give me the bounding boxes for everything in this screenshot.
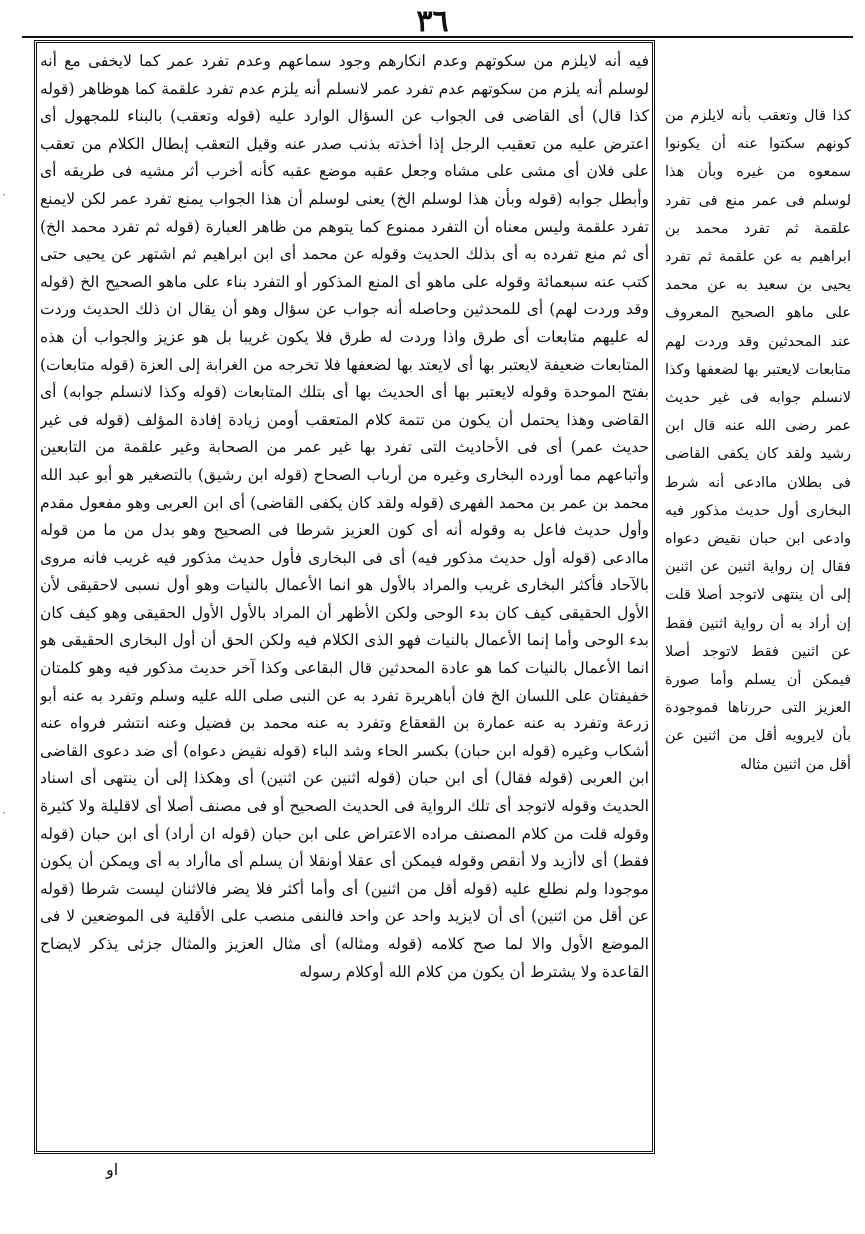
margin-text: كذا قال وتعقب بأنه لايلزم من كونهم سكتوا عنه أن يكونوا سمعوه من غيره وبأن هذا لوسلم فى عمر منع فى تفرد علقمة ثم تفرد محمد بن ابراهيم به عن علقمة ثم تفرد يحيى بن سعيد به عن محمد على ماهو الصحيح المعروف عند المحدثين وقد وردت لهم متابعات لايعتبر بها لضعفها وكذا لانسلم جوابه فى غير حديث عمر رضى الله عنه قال ابن رشيد ولقد كان يكفى القاضى فى بطلان ماادعى أنه شرط البخارى أول حديث مذكور فيه وادعى ابن حبان نقيض دعواه فقال إن رواية اثنين عن اثنين إلى أن ينتهى لاتوجد أصلا قلت إن أراد به أن رواية اثنين فقط عن اثنين فقط لاتوجد أصلا فيمكن أن يسلم وأما صورة العزيز التى حررناها فموجودة بأن لايرويه أقل من اثنين عن أقل من اثنين مثاله: [665, 108, 851, 773]
catchword: او: [106, 1160, 119, 1179]
margin-text-block: [665, 102, 851, 932]
header-rule: [22, 36, 853, 38]
margin-tick-mark: ·: [2, 188, 6, 202]
commentary-text-block: [40, 48, 649, 1148]
commentary-text: فيه أنه لايلزم من سكوتهم وعدم انكارهم وجود سماعهم وعدم تفرد عمر كما لايخفى مع أنه لوسلم أنه يلزم من سكوتهم عدم تفرد عمر لانسلم أنه يلزم عدم تفرد علقمة كما هوظاهر (قوله كذا قال) أى القاضى فى الجواب عن السؤال الوارد عليه (قوله وتعقب) بالبناء للمجهول أى اعترض عليه من تعقيب الرجل إذا أخذته بذنب صدر عنه وقيل التعقب إبطال الكلام من تعقب على فلان أى مشى على مشاه وجعل عقبه موضع عقبه كأنه أخرب أثر مشيه فى طريقه أى وأبطل جوابه (قوله وبأن هذا لوسلم الخ) يعنى لوسلم أن هذا الجواب يمنع تفرد عمر لكن لايمنع تفرد علقمة وليس معناه أن التفرد ممنوع كما يتوهم من ظاهر العبارة (قوله ثم تفرد محمد الخ) أى ثم منع تفرده به أى بذلك الحديث وقوله عن محمد أى ابن ابراهيم ثم اشتهر عن يحيى حتى كتب عنه سبعمائة وقوله على ماهو أى المنع المذكور أو التفرد بناء على ماهو الصحيح الخ (قوله وقد وردت لهم) أى للمحدثين وحاصله أنه جواب عن سؤال وهو أن يقال ان ذلك الحديث وردت له عليهم متابعات أى طرق واذا وردت له طرق فلا يكون غريبا بل هو عزيز والجواب أن هذه المتابعات ضعيفة لايعتبر بها أى لايعتد بها لضعفها فلا تخرجه من الغرابة إلى العزة (قوله متابعات) بفتح الموحدة وقوله لايعتبر بها أى الحديث بها أى بتلك المتابعات (قوله وكذا لانسلم جوابه) أى القاضى وهذا يحتمل أن يكون من تتمة كلام المتعقب أومن زيادة إفادة المؤلف (قوله فى غير حديث عمر) أى فى الأحاديث التى تفرد بها غير عمر من الصحابة وغير علقمة من التابعين وأتباعهم مما أورده البخارى وغيره من أرباب الصحاح (قوله ابن رشيق) بالتصغير هو أبو عبد الله محمد بن عمر بن محمد الفهرى (قوله ولقد كان يكفى القاضى) أى ابن العربى وهو مفعول مقدم وأول حديث فاعل به وقوله أنه أى كون العزيز شرطا فى الصحيح وهو بدل من ما من قوله ماادعى (قوله أول حديث مذكور فيه) أى فى البخارى فأول حديث مذكور فيه غريب فانه مروى بالآحاد فأكثر البخارى غريب والمراد بالأول هو انما الأعمال بالنيات وهو أول نسبى لاحقيقى لأن الأول الحقيقى كيف كان بدء الوحى ولكن الأظهر أن المراد بالأول الأول الحقيقى وهو كيف كان بدء الوحى وأما إنما الأعمال بالنيات فهو الذى الكلام فيه ولكن الحق أن أول البخارى الحقيقى هو انما الأعمال بالنيات كما هو عادة المحدثين قال البقاعى وكذا آخر حديث مذكور فيه وهو كلمتان خفيفتان على اللسان الخ فان أباهريرة تفرد به عن النبى صلى الله عليه وسلم وتفرد به عنه أبو زرعة وتفرد به عنه عمارة بن القعقاع وتفرد به عنه محمد بن فضيل وعنه انتشر فرواه عنه أشكاب وغيره (قوله ابن حبان) بكسر الحاء وشد الباء (قوله نقيض دعواه) أى ضد دعوى القاضى ابن العربى (قوله فقال) أى ابن حبان (قوله اثنين عن اثنين) أى وهكذا إلى أن ينتهى أى اسناد الحديث وقوله لاتوجد أى تلك الرواية فى الحديث الصحيح أو فى مصنف أصلا أى لاقليلة ولا كثيرة وقوله قلت من كلام المصنف مراده الاعتراض على ابن حبان (قوله ان أراد) أى ابن حبان (قوله فقط) أى لاأزيد ولا أنقص وقوله فيمكن أى عقلا أونقلا أن يسلم أى ماأراد به أى ويمكن أن يكون موجودا ولم نطلع عليه (قوله أقل من اثنين) أى وأما أكثر فلا يضر فالاثنان ليست شرطا (قوله عن أقل من اثنين) أى أن لايزيد واحد عن واحد فالنفى منصب على الأقلية فى الموضعين لا فى الموضع الأول والا لما صح كلامه (قوله ومثاله) أى مثال العزيز والمثال جزئى يذكر لايضاح القاعدة ولا يشترط أن يكون من كلام الله أوكلام رسوله: [40, 52, 649, 981]
page-number: ٣٦: [416, 4, 449, 39]
margin-tick-mark: ·: [2, 806, 6, 820]
